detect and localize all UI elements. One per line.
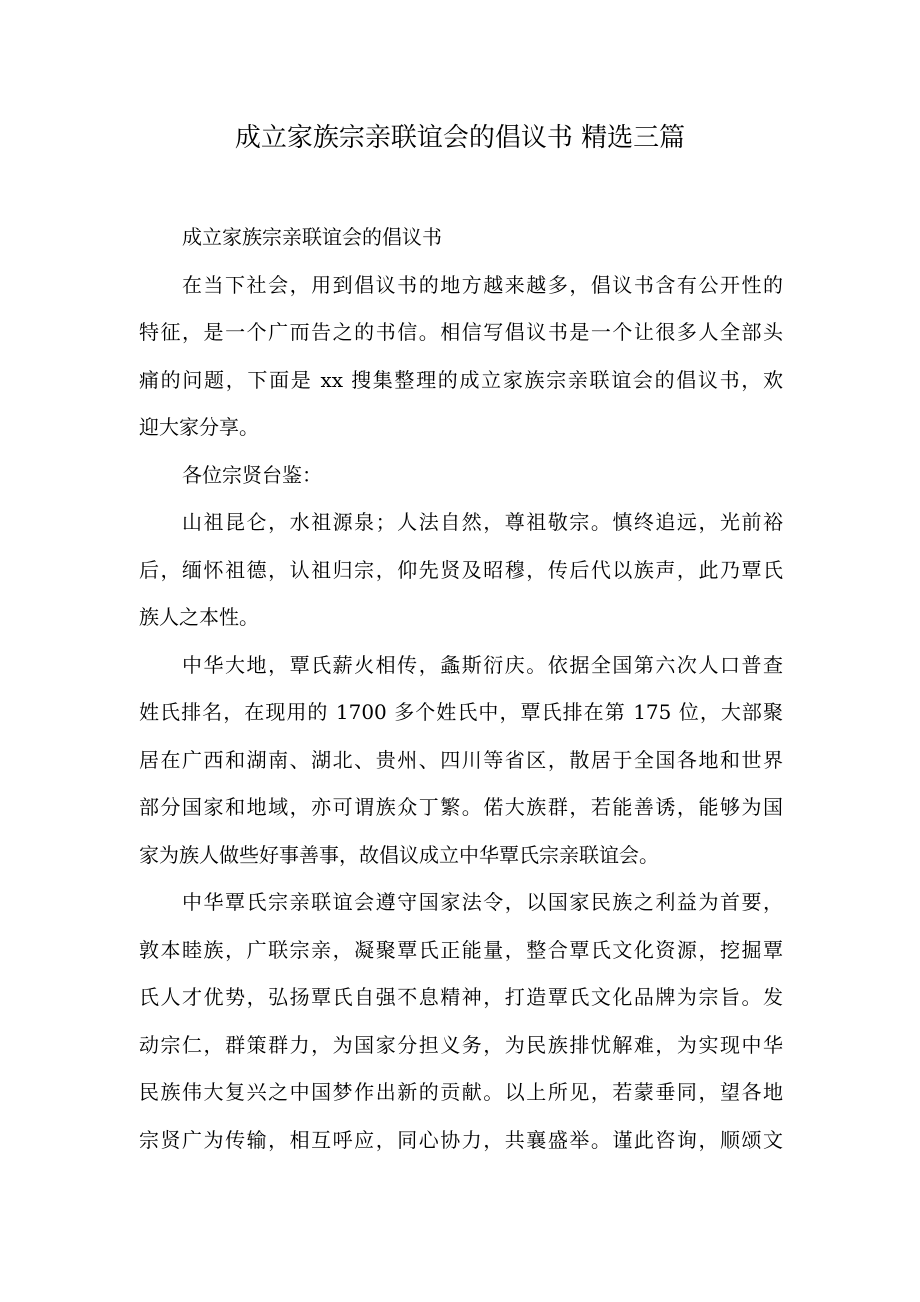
paragraph-line: 氏人才优势，弘扬覃氏自强不息精神，打造覃氏文化品牌为宗旨。发 xyxy=(139,985,783,1009)
paragraph-line: 家为族人做些好事善事，故倡议成立中华覃氏宗亲联谊会。 xyxy=(139,842,659,867)
paragraph-line: 迎大家分享。 xyxy=(139,415,259,439)
document-title: 成立家族宗亲联谊会的倡议书 精选三篇 xyxy=(234,123,686,153)
paragraph-line: 在当下社会，用到倡议书的地方越来越多，倡议书含有公开性的 xyxy=(182,272,783,297)
paragraph-line: 山祖昆仑，水祖源泉；人法自然，尊祖敬宗。慎终追远，光前裕 xyxy=(182,510,783,534)
paragraph-line: 中华覃氏宗亲联谊会遵守国家法令，以国家民族之利益为首要， xyxy=(182,890,783,914)
salutation: 各位宗贤台鉴： xyxy=(182,462,322,487)
paragraph-line: 民族伟大复兴之中国梦作出新的贡献。以上所见，若蒙垂同，望各地 xyxy=(139,1080,783,1104)
section-heading: 成立家族宗亲联谊会的倡议书 xyxy=(182,225,442,249)
paragraph-line: 部分国家和地域，亦可谓族众丁繁。偌大族群，若能善诱，能够为国 xyxy=(139,795,783,819)
paragraph-line: 宗贤广为传输，相互呼应，同心协力，共襄盛举。谨此咨询，顺颂文 xyxy=(139,1127,783,1152)
document-body xyxy=(139,214,783,1164)
paragraph-line: 居在广西和湖南、湖北、贵州、四川等省区，散居于全国各地和世界 xyxy=(139,747,783,772)
paragraph-line: 特征，是一个广而告之的书信。相信写倡议书是一个让很多人全部头 xyxy=(139,320,783,344)
paragraph-line: 痛的问题，下面是 xx 搜集整理的成立家族宗亲联谊会的倡议书，欢 xyxy=(139,367,783,392)
paragraph-line: 后，缅怀祖德，认祖归宗，仰先贤及昭穆，传后代以族声，此乃覃氏 xyxy=(139,557,783,582)
paragraph-line: 敦本睦族，广联宗亲，凝聚覃氏正能量，整合覃氏文化资源，挖掘覃 xyxy=(139,937,783,962)
paragraph-line: 姓氏排名，在现用的 1700 多个姓氏中，覃氏排在第 175 位，大部聚 xyxy=(139,700,783,724)
paragraph-line: 中华大地，覃氏薪火相传，螽斯衍庆。依据全国第六次人口普查 xyxy=(182,652,783,677)
paragraph-line: 族人之本性。 xyxy=(139,605,259,629)
paragraph-line: 动宗仁，群策群力，为国家分担义务，为民族排忧解难，为实现中华 xyxy=(139,1032,783,1057)
